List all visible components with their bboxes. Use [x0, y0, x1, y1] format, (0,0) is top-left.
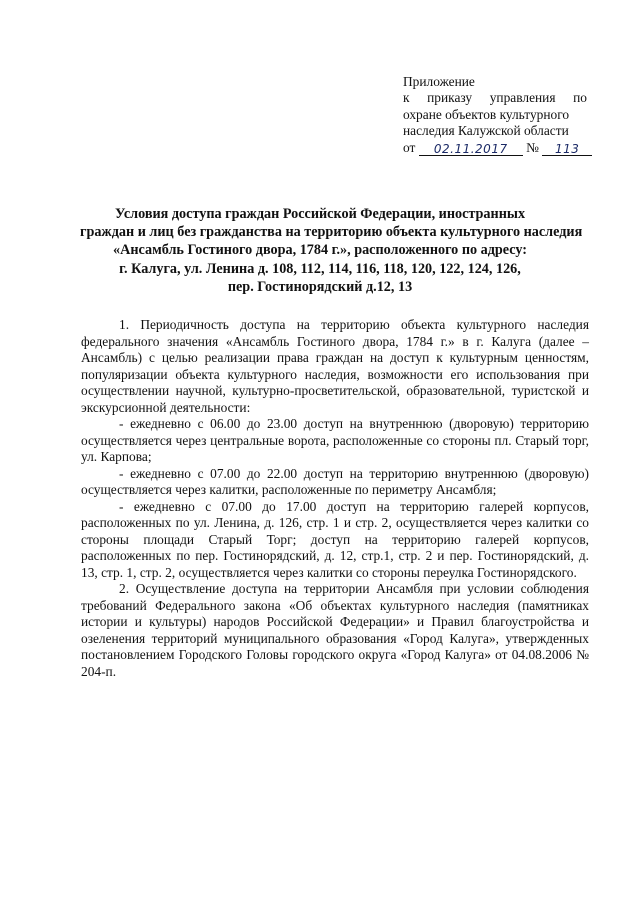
title-line-5: пер. Гостинорядский д.12, 13 [227, 278, 413, 295]
paragraph-2: 2. Осуществление доступа на территории Ансамбля при условии соблюдения требований Федерального закона «Об объектах культурного наследия (памятниках истории и культуры) народов Российской Федерации» и Правил благоустройства и озеленения территорий муниципального образования «Город Калуга», утвержденных постановлением Городского Головы городского округа «Город Калуга» от 04.08.2006 № 204-п. [81, 581, 589, 679]
appendix-line-agency: охране объектов культурного [403, 106, 570, 122]
title-line-1: Условия доступа граждан Российской Федерации, иностранных [114, 206, 526, 222]
title-line-2: граждан и лиц без гражданства на территорию объекта культурного наследия [80, 224, 583, 241]
bullet-central-gates: - ежедневно с 06.00 до 23.00 доступ на внутреннюю (дворовую) территорию осуществляется через центральные ворота, расположенные со стороны пл. Старый торг, ул. Карпова; [81, 416, 589, 464]
number-label: № [526, 139, 539, 155]
number-handwritten: 113 [555, 142, 580, 157]
appendix-header [403, 74, 587, 158]
appendix-title: Приложение [403, 74, 475, 89]
paragraph-1: 1. Периодичность доступа на территорию объекта культурного наследия федерального значения «Ансамбль Гостиного двора, 1784 г.» в г. Калуга (далее – Ансамбль) с целью реализации права граждан на доступ к культурным ценностям, популяризации объекта культурного наследия, возможности его использования при осуществлении научной, культурно-просветительской, образовательной, туристской и экскурсионной деятельности: [81, 317, 589, 415]
date-handwritten: 02.11.2017 [433, 142, 508, 157]
date-prefix: от [403, 139, 416, 155]
title-line-4: г. Калуга, ул. Ленина д. 108, 112, 114, 116, 118, 120, 122, 124, 126, [119, 260, 521, 277]
number-field [542, 141, 592, 156]
appendix-line-order: к приказу управления по [403, 90, 587, 106]
appendix-line-region: наследия Калужской области [403, 123, 569, 139]
appendix-date-line [403, 140, 587, 158]
document-body [81, 317, 589, 680]
bullet-perimeter-gates: - ежедневно с 07.00 до 22.00 доступ на территорию внутреннюю (дворовую) осуществляется через калитки, расположенные по периметру Ансамбля; [81, 465, 589, 497]
date-field [419, 141, 523, 156]
document-title [80, 205, 583, 296]
title-line-3: «Ансамбль Гостиного двора, 1784 г.», расположенного по адресу: [112, 242, 528, 259]
bullet-galleries: - ежедневно с 07.00 до 17.00 доступ на территорию галерей корпусов, расположенных по ул. Ленина, д. 126, стр. 1 и стр. 2, осуществляется через калитки со стороны площади Старый Торг; доступ на территорию галерей корпусов, расположенных по пер. Гостинорядский, д. 12, стр.1, стр. 2 и пер. Гостинорядский, д. 13, стр. 1, стр. 2, осуществляется через калитки со стороны переулка Гостинорядского. [81, 498, 589, 580]
